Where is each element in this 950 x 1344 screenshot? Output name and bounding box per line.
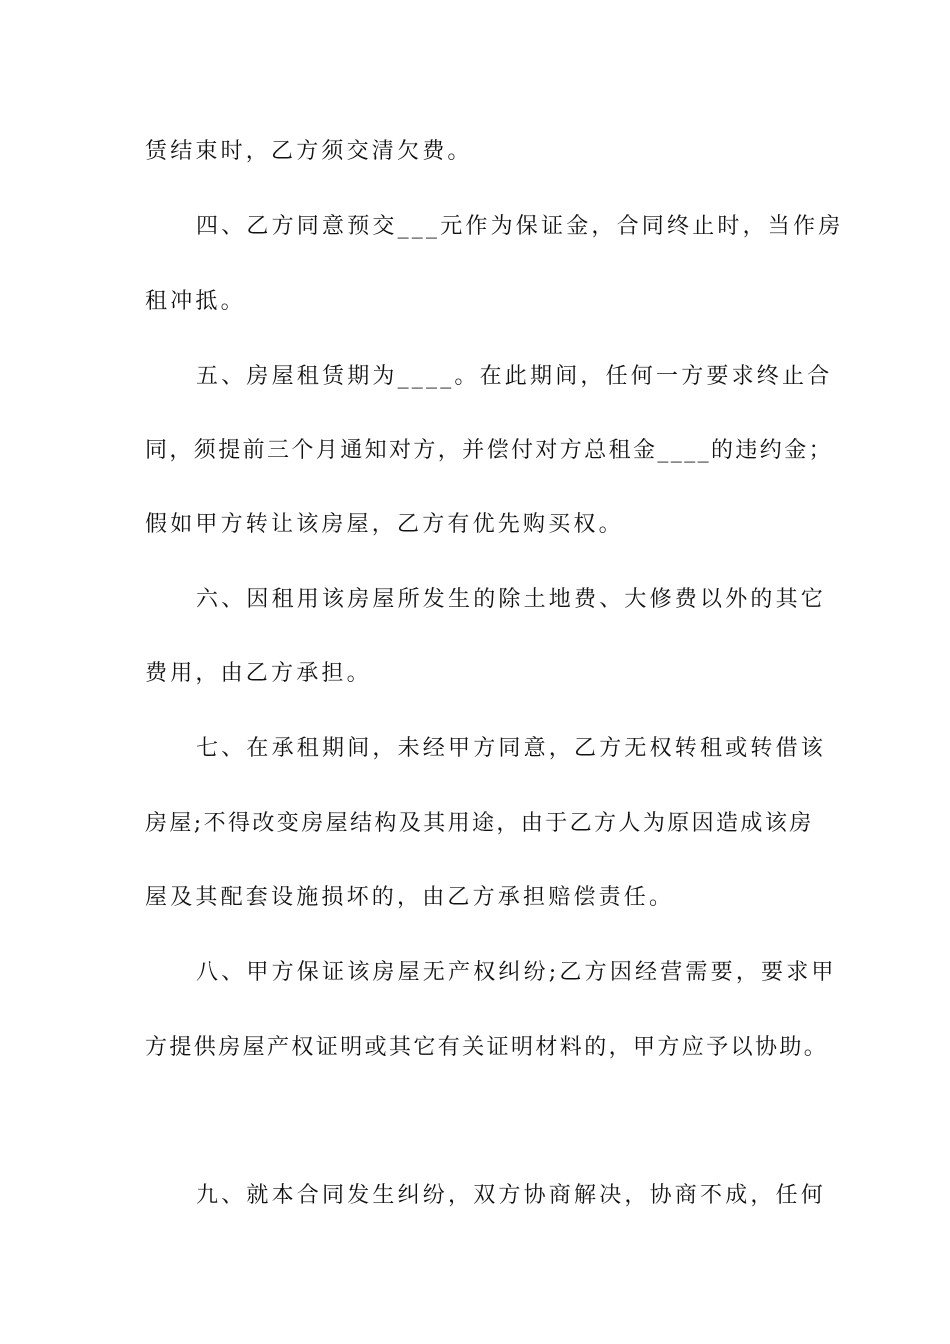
clause-4-line-2: 租冲抵。 [145,289,246,314]
clause-5-line-3: 假如甲方转让该房屋，乙方有优先购买权。 [145,512,624,537]
clause-8-line-2: 方提供房屋产权证明或其它有关证明材料的，甲方应予以协助。 [145,1035,829,1060]
clause-7-line-2: 房屋;不得改变房屋结构及其用途，由于乙方人为原因造成该房 [145,811,814,836]
clause-9-line-1: 九、就本合同发生纠纷，双方协商解决，协商不成，任何 [196,1183,827,1208]
clause-5-line-2: 同，须提前三个月通知对方，并偿付对方总租金____的违约金； [145,438,834,463]
clause-7-line-3: 屋及其配套设施损坏的，由乙方承担赔偿责任。 [145,885,675,910]
clause-4-line-1: 四、乙方同意预交___元作为保证金，合同终止时，当作房 [196,214,844,239]
clause-6-line-1: 六、因租用该房屋所发生的除土地费、大修费以外的其它 [196,587,827,612]
text-line-1: 赁结束时，乙方须交清欠费。 [145,139,473,164]
clause-5-line-1: 五、房屋租赁期为____。在此期间，任何一方要求终止合 [196,364,833,389]
clause-8-line-1: 八、甲方保证该房屋无产权纠纷;乙方因经营需要，要求甲 [196,960,837,985]
clause-7-line-1: 七、在承租期间，未经甲方同意，乙方无权转租或转借该 [196,736,827,761]
clause-6-line-2: 费用，由乙方承担。 [145,661,372,686]
